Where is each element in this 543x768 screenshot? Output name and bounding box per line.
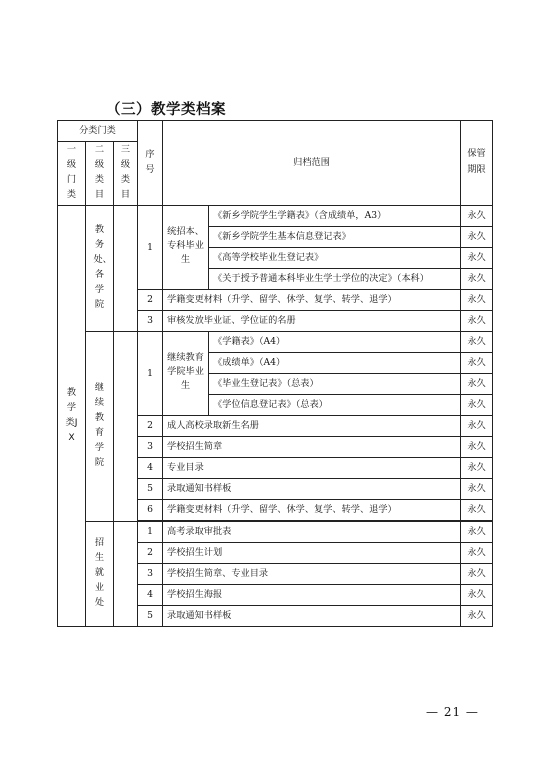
level3-cell bbox=[114, 522, 138, 627]
range-cell: 《学位信息登记表》（总表） bbox=[209, 395, 461, 416]
seq-cell: 3 bbox=[138, 564, 163, 585]
page-number: — 21 — bbox=[426, 705, 479, 719]
seq-cell: 1 bbox=[138, 522, 163, 543]
range-cell: 学籍变更材料（升学、留学、休学、复学、转学、退学） bbox=[163, 500, 461, 521]
subgroup-cell: 统招本、专科毕业生 bbox=[163, 206, 209, 290]
level3-header: 三级类目 bbox=[114, 142, 138, 206]
level3-cell bbox=[114, 332, 138, 522]
seq-cell: 4 bbox=[138, 458, 163, 479]
range-cell: 录取通知书样板 bbox=[163, 606, 461, 627]
retention-cell: 永久 bbox=[461, 248, 493, 269]
seq-header: 序号 bbox=[138, 121, 163, 206]
category-group-header: 分类门类 bbox=[58, 121, 138, 142]
range-cell: 学校招生海报 bbox=[163, 585, 461, 606]
level2-cell: 继续教育学院 bbox=[86, 332, 114, 522]
seq-cell: 2 bbox=[138, 416, 163, 437]
retention-cell: 永久 bbox=[461, 500, 493, 521]
seq-cell: 5 bbox=[138, 606, 163, 627]
range-cell: 《新乡学院学生基本信息登记表》 bbox=[209, 227, 461, 248]
retention-cell: 永久 bbox=[461, 374, 493, 395]
retention-cell: 永久 bbox=[461, 437, 493, 458]
level1-cell: 教学类JX bbox=[58, 206, 86, 627]
range-header: 归档范围 bbox=[163, 121, 461, 206]
retention-cell: 永久 bbox=[461, 522, 493, 543]
level2-header: 二级类目 bbox=[86, 142, 114, 206]
retention-cell: 永久 bbox=[461, 206, 493, 227]
retention-cell: 永久 bbox=[461, 395, 493, 416]
seq-cell: 4 bbox=[138, 585, 163, 606]
level2-cell: 教务处、各学院 bbox=[86, 206, 114, 332]
range-cell: 《新乡学院学生学籍表》（含成绩单，A3） bbox=[209, 206, 461, 227]
range-cell: 《成绩单》（A4） bbox=[209, 353, 461, 374]
retention-cell: 永久 bbox=[461, 543, 493, 564]
retention-cell: 永久 bbox=[461, 416, 493, 437]
retention-cell: 永久 bbox=[461, 606, 493, 627]
retention-cell: 永久 bbox=[461, 564, 493, 585]
range-cell: 录取通知书样板 bbox=[163, 479, 461, 500]
retention-cell: 永久 bbox=[461, 290, 493, 311]
retention-cell: 永久 bbox=[461, 479, 493, 500]
retention-cell: 永久 bbox=[461, 585, 493, 606]
level3-cell bbox=[114, 206, 138, 332]
range-cell: 审核发放毕业证、学位证的名册 bbox=[163, 311, 461, 332]
level2-cell: 招生就业处 bbox=[86, 522, 114, 627]
retention-cell: 永久 bbox=[461, 269, 493, 290]
range-cell: 学籍变更材料（升学、留学、休学、复学、转学、退学） bbox=[163, 290, 461, 311]
range-cell: 高考录取审批表 bbox=[163, 522, 461, 543]
seq-cell: 2 bbox=[138, 290, 163, 311]
retention-cell: 永久 bbox=[461, 458, 493, 479]
level1-header: 一级门类 bbox=[58, 142, 86, 206]
retention-header: 保管期限 bbox=[461, 121, 493, 206]
range-cell: 《关于授予普通本科毕业生学士学位的决定》（本科） bbox=[209, 269, 461, 290]
seq-cell: 5 bbox=[138, 479, 163, 500]
archive-table bbox=[57, 120, 493, 627]
retention-cell: 永久 bbox=[461, 353, 493, 374]
retention-cell: 永久 bbox=[461, 332, 493, 353]
retention-cell: 永久 bbox=[461, 227, 493, 248]
range-cell: 学校招生简章 bbox=[163, 437, 461, 458]
seq-cell: 1 bbox=[138, 206, 163, 290]
seq-cell: 3 bbox=[138, 311, 163, 332]
range-cell: 成人高校录取新生名册 bbox=[163, 416, 461, 437]
seq-cell: 3 bbox=[138, 437, 163, 458]
retention-cell: 永久 bbox=[461, 311, 493, 332]
range-cell: 《高等学校毕业生登记表》 bbox=[209, 248, 461, 269]
seq-cell: 1 bbox=[138, 332, 163, 416]
section-title: （三）教学类档案 bbox=[106, 102, 226, 118]
range-cell: 学校招生简章、专业目录 bbox=[163, 564, 461, 585]
range-cell: 《毕业生登记表》（总表） bbox=[209, 374, 461, 395]
range-cell: 专业目录 bbox=[163, 458, 461, 479]
seq-cell: 2 bbox=[138, 543, 163, 564]
range-cell: 《学籍表》（A4） bbox=[209, 332, 461, 353]
subgroup-cell: 继续教育学院毕业生 bbox=[163, 332, 209, 416]
range-cell: 学校招生计划 bbox=[163, 543, 461, 564]
seq-cell: 6 bbox=[138, 500, 163, 521]
